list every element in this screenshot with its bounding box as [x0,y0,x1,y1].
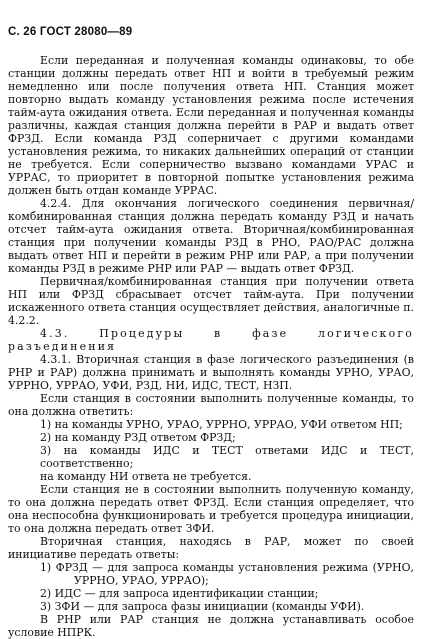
paragraph-timeout-reset: Первичная/комбинированная станция при получении ответа НП или ФРЗД сбрасывает отсчет тайм-аута. При получении искаженного ответа станция осуществляет действия, аналогичные п. 4.2.2. [8,275,414,327]
paragraph-nprk: В РНР или РАР станция не должна устанавливать особое условие НПРК. [8,613,414,639]
list-item-1: 1) на команды УРНО, УРАО, УРРНО, УРРАО, УФИ ответом НП; [40,418,403,431]
paragraph-4-3-1: 4.3.1. Вторичная станция в фазе логического разъединения (в РНР и РАР) должна принимать и выполнять команды УРНО, УРАО, УРРНО, УРРАО, УФИ, РЗД, НИ, ИДС, ТЕСТ, НЗП. [8,353,414,392]
response-item-2: 2) ИДС — для запроса идентификации станции; [40,587,319,600]
page-header: С. 26 ГОСТ 28080—89 [8,26,133,38]
paragraph-4-2-4: 4.2.4. Для окончания логического соединения первичная/комбинированная станция должна передать команду РЗД и начать отсчет тайм-аута ожидания ответа. Вторичная/комбинированная станция при получении команды РЗД в РНО, РАО/РАС должна выдать ответ НП и перейти в режим РНР или РАР, а при получении команды РЗД в режиме РНР или РАР — выдать ответ ФРЗД. [8,197,414,275]
paragraph-collision-rules: Если переданная и полученная команды одинаковы, то обе станции должны передать ответ НП и войти в требуемый режим немедленно или после получения ответа НП. Станция может повторно выдать команду установления режима после истечения тайм-аута ожидания ответа. Если переданная и полученная команды различны, каждая станция должна перейти в РАР и выдать ответ ФРЗД. Если команда РЗД соперничает с другими командами установления режима, то никаких дальнейших операций от станции не требуется. Если соперничество вызвано командами УРАС и УРРАС, то приоритет в повторной попытке установления режима должен быть отдан команде УРРАС. [8,54,414,197]
response-item-1: 1) ФРЗД — для запроса команды установления режима (УРНО, УРРНО, УРАО, УРРАО); [40,561,414,587]
paragraph-able-to-execute: Если станция в состоянии выполнить полученные команды, то она должна ответить: [8,392,414,418]
list-item-ni: на команду НИ ответа не требуется. [40,470,252,483]
response-item-3: 3) ЗФИ — для запроса фазы инициации (команды УФИ). [40,600,365,613]
page-body [8,54,414,639]
paragraph-secondary-initiative: Вторичная станция, находясь в РАР, может по своей инициативе передать ответы: [8,535,414,561]
list-item-2: 2) на команду РЗД ответом ФРЗД; [40,431,236,444]
section-heading-4-3: 4.3. Процедуры в фазе логического разъединения [8,327,414,353]
list-item-3: 3) на команды ИДС и ТЕСТ ответами ИДС и ТЕСТ, соответственно; [40,444,414,470]
paragraph-unable-to-execute: Если станция не в состоянии выполнить полученную команду, то она должна передать ответ ФРЗД. Если станция определяет, что она неспособна функционировать и требуется процедура инициации, то она должна передать ответ ЗФИ. [8,483,414,535]
